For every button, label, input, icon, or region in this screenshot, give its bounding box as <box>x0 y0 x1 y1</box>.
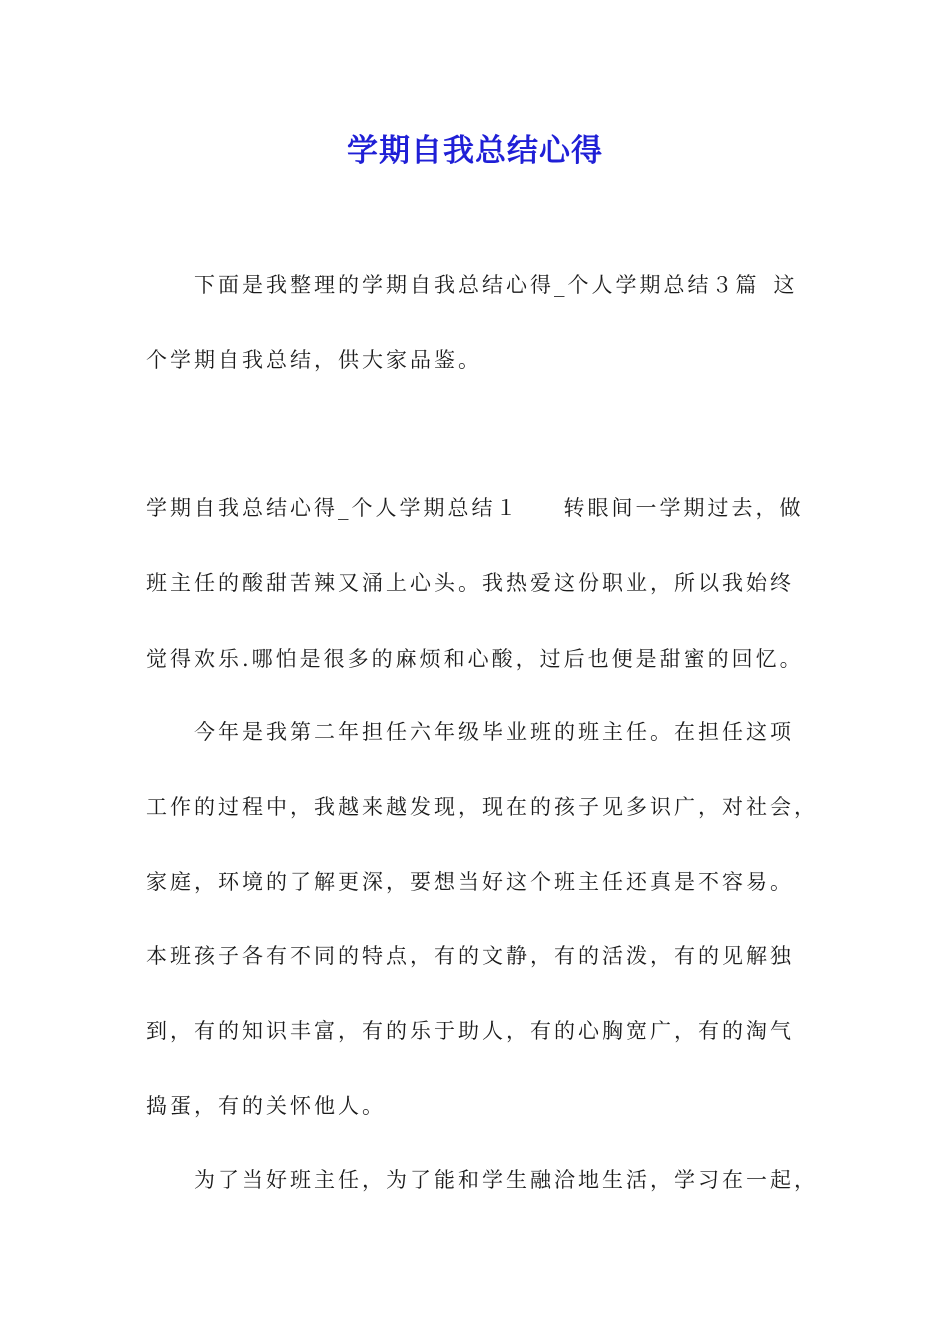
p2-line-3: 家庭，环境的了解更深，要想当好这个班主任还真是不容易。 <box>146 870 794 894</box>
p2-line-6: 捣蛋，有的关怀他人。 <box>146 1094 386 1118</box>
intro-line-2: 个学期自我总结，供大家品鉴。 <box>146 348 482 372</box>
intro-line-1-main: 下面是我整理的学期自我总结心得_个人学期总结３篇 <box>194 273 760 297</box>
p3-line-1: 为了当好班主任，为了能和学生融洽地生活，学习在一起， <box>194 1168 818 1192</box>
p2-line-4: 本班孩子各有不同的特点，有的文静，有的活泼，有的见解独 <box>146 944 794 968</box>
p2-line-2: 工作的过程中，我越来越发现，现在的孩子见多识广，对社会， <box>146 795 818 819</box>
p1-line-3: 觉得欢乐.哪怕是很多的麻烦和心酸，过后也便是甜蜜的回忆。 <box>146 647 804 671</box>
p2-line-5: 到，有的知识丰富，有的乐于助人，有的心胸宽广，有的淘气 <box>146 1019 794 1043</box>
intro-line-1 <box>194 270 798 300</box>
p2-line-1: 今年是我第二年担任六年级毕业班的班主任。在担任这项 <box>194 720 794 744</box>
p1-line-2: 班主任的酸甜苦辣又涌上心头。我热爱这份职业，所以我始终 <box>146 571 794 595</box>
intro-line-1-tail: 这 <box>773 273 798 297</box>
document-title: 学期自我总结心得 <box>347 133 603 169</box>
section1-heading-line <box>146 493 804 523</box>
section1-heading-tail: 转眼间一学期过去，做 <box>563 496 804 520</box>
section1-heading: 学期自我总结心得_个人学期总结１ <box>146 496 520 520</box>
